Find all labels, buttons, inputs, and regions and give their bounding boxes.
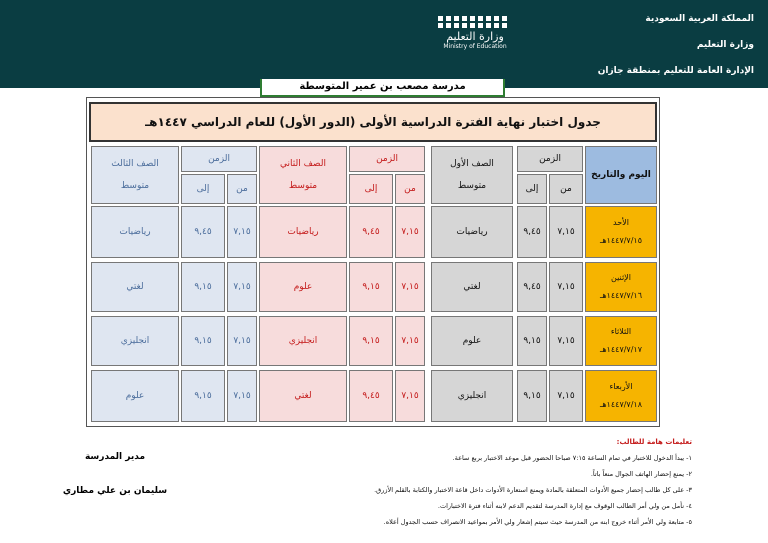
instruction-item: ١- يبدأ الدخول للاختبار في تمام الساعة ٧:١٥ صباحا الحضور قبل موعد الاختبار بربع ساعة.	[452, 454, 692, 462]
day-date: ١٤٤٧/٧/١٨هـ	[599, 400, 643, 409]
grade1-label: الصف الأول	[450, 159, 494, 169]
day-date-cell	[585, 370, 657, 422]
grade2-to: ٩,٤٥	[349, 370, 393, 422]
logo-arabic: وزارة التعليم	[446, 30, 504, 43]
grade2-to-label: إلى	[349, 174, 393, 204]
day-name: الإثنين	[611, 273, 631, 282]
grade2-subject: رياضيات	[259, 206, 347, 258]
grade2-from: ٧,١٥	[395, 206, 425, 258]
grade1-to: ٩,١٥	[517, 316, 547, 366]
instruction-item: ٤- نأمل من ولي أمر الطالب الوقوف مع إدارة المدرسة لتقديم الدعم لابنه أثناء فترة الاختبارات.	[437, 502, 692, 510]
grade2-from: ٧,١٥	[395, 370, 425, 422]
grade2-from-label: من	[395, 174, 425, 204]
ministry-logo	[420, 16, 530, 66]
logo-dots-icon	[438, 16, 530, 28]
exam-schedule-table	[86, 97, 660, 427]
grade1-to: ٩,٤٥	[517, 206, 547, 258]
school-name: مدرسة مصعب بن عمير المتوسطة	[260, 79, 505, 97]
day-date-cell	[585, 206, 657, 258]
grade1-to-label: إلى	[517, 174, 547, 204]
grade2-time-label: الزمن	[349, 146, 425, 172]
grade2-label: الصف الثاني	[280, 159, 326, 169]
table-title: جدول اختبار نهاية الفترة الدراسية الأولى (الدور الأول) للعام الدراسي ١٤٤٧هـ	[89, 102, 657, 142]
grade3-to-label: إلى	[181, 174, 225, 204]
grade3-from: ٧,١٥	[227, 206, 257, 258]
grade1-subject: علوم	[431, 316, 513, 366]
grade3-header	[91, 146, 179, 204]
grade1-subject: رياضيات	[431, 206, 513, 258]
instruction-item: ٥- متابعة ولي الأمر أثناء خروج ابنه من المدرسة حيث سيتم إشعار ولي الأمر بمواعيد الانصراف حسب الجدول أعلاه.	[383, 518, 692, 526]
grade1-time-label: الزمن	[517, 146, 583, 172]
instructions-block	[252, 434, 692, 530]
grade3-time-label: الزمن	[181, 146, 257, 172]
grade3-from: ٧,١٥	[227, 370, 257, 422]
grade2-subject: علوم	[259, 262, 347, 312]
grade1-subject: لغتي	[431, 262, 513, 312]
logo-english: Ministry of Education	[443, 43, 507, 50]
day-date: ١٤٤٧/٧/١٥هـ	[599, 236, 643, 245]
grade3-subject: علوم	[91, 370, 179, 422]
grade2-level: متوسط	[288, 181, 318, 191]
day-name: الثلاثاء	[610, 327, 632, 336]
principal-name: سليمان بن علي مطاري	[62, 486, 168, 496]
day-date-cell	[585, 262, 657, 312]
grade1-to: ٩,٤٥	[517, 262, 547, 312]
grade3-subject: لغتي	[91, 262, 179, 312]
grade3-to: ٩,٤٥	[181, 206, 225, 258]
day-name: الأربعاء	[609, 382, 633, 391]
grade2-from: ٧,١٥	[395, 262, 425, 312]
instruction-item: ٢- يمنع إحضار الهاتف الجوال منعاً باتاً.	[590, 470, 692, 478]
grade3-level: متوسط	[120, 181, 150, 191]
principal-title: مدير المدرسة	[84, 452, 146, 462]
grade1-to: ٩,١٥	[517, 370, 547, 422]
grade2-subject: انجليزي	[259, 316, 347, 366]
day-date: ١٤٤٧/٧/١٦هـ	[599, 291, 643, 300]
grade1-from: ٧,١٥	[549, 262, 583, 312]
grade3-label: الصف الثالث	[111, 159, 159, 169]
grade3-from-label: من	[227, 174, 257, 204]
administration-label: الإدارة العامة للتعليم بمنطقة جازان	[597, 66, 754, 76]
day-date-header: اليوم والتاريخ	[585, 146, 657, 204]
grade2-to: ٩,١٥	[349, 316, 393, 366]
ministry-label: وزارة التعليم	[696, 40, 754, 50]
grade2-to: ٩,٤٥	[349, 206, 393, 258]
grade1-level: متوسط	[457, 181, 487, 191]
grade2-header	[259, 146, 347, 204]
grade2-from: ٧,١٥	[395, 316, 425, 366]
instruction-item: ٣- على كل طالب إحضار جميع الأدوات المتعلقة بالمادة ويمنع استعارة الأدوات داخل قاعة الاختبار والكتابة بالقلم الأزرق.	[374, 486, 692, 494]
grade1-header	[431, 146, 513, 204]
grade3-from: ٧,١٥	[227, 262, 257, 312]
grade2-to: ٩,١٥	[349, 262, 393, 312]
grade3-subject: انجليزي	[91, 316, 179, 366]
grade3-to: ٩,١٥	[181, 370, 225, 422]
grade1-from-label: من	[549, 174, 583, 204]
grade2-subject: لغتي	[259, 370, 347, 422]
day-name: الأحد	[613, 218, 629, 227]
grade1-subject: انجليزي	[431, 370, 513, 422]
day-date-cell	[585, 316, 657, 366]
page-header	[0, 0, 768, 88]
grade3-subject: رياضيات	[91, 206, 179, 258]
grade1-from: ٧,١٥	[549, 206, 583, 258]
instructions-title: تعليمات هامة للطالب:	[616, 438, 692, 446]
grade1-from: ٧,١٥	[549, 370, 583, 422]
kingdom-label: المملكة العربية السعودية	[645, 14, 754, 24]
grade3-from: ٧,١٥	[227, 316, 257, 366]
grade1-from: ٧,١٥	[549, 316, 583, 366]
grade3-to: ٩,١٥	[181, 262, 225, 312]
day-date: ١٤٤٧/٧/١٧هـ	[599, 345, 643, 354]
grade3-to: ٩,١٥	[181, 316, 225, 366]
ministry-block	[598, 6, 754, 84]
